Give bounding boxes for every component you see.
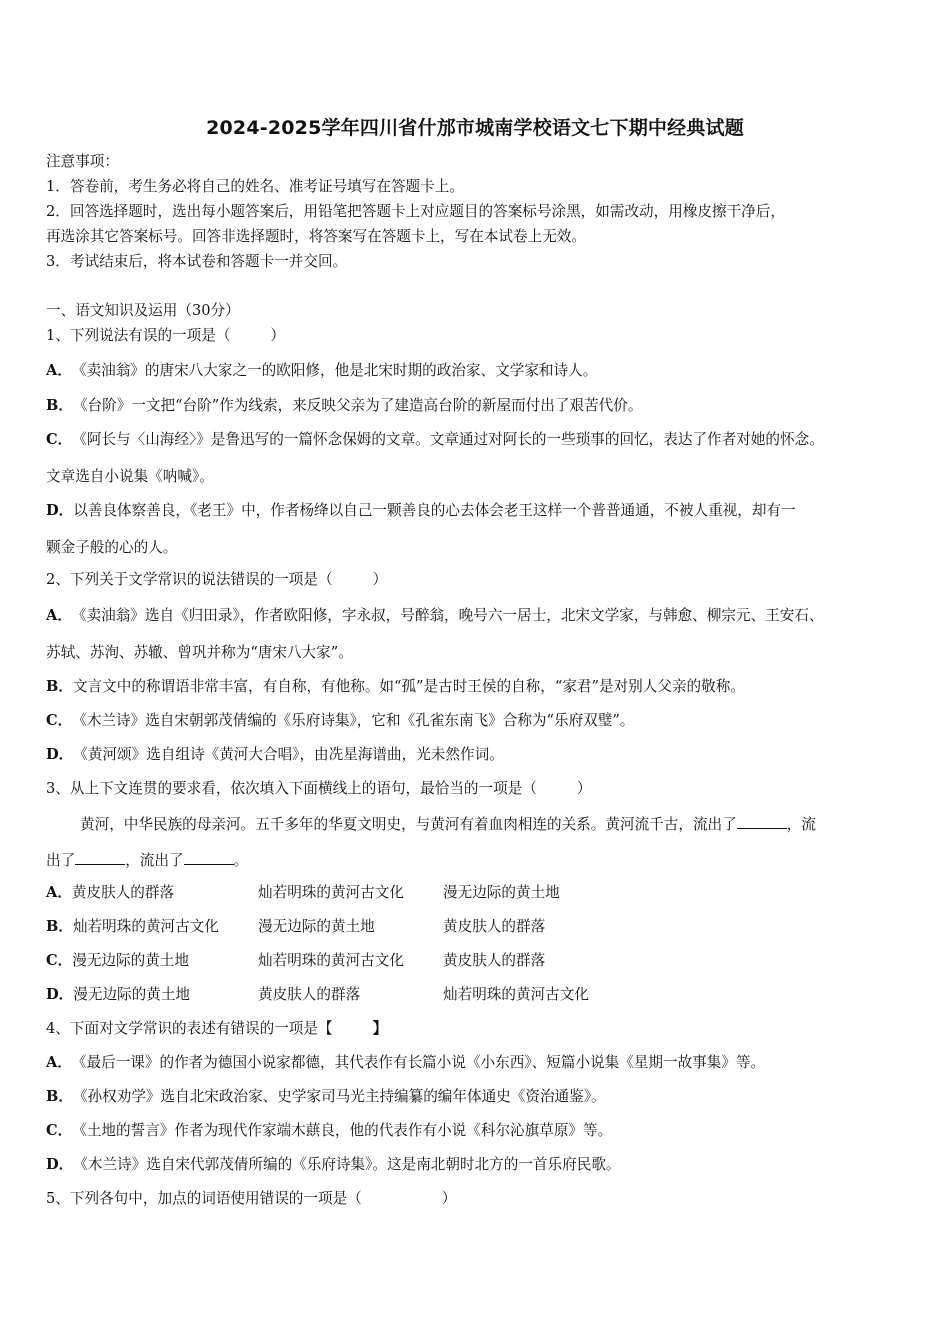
- fill-blank: [75, 850, 125, 865]
- q3-option-a-col3: 漫无边际的黄土地: [443, 884, 560, 901]
- q1-option-c-cont: 文章选自小说集《呐喊》。: [46, 468, 214, 485]
- q3-option-c-col3: 黄皮肤人的群落: [443, 952, 546, 969]
- q3-option-d: D．漫无边际的黄土地: [46, 986, 191, 1003]
- page-title: 2024-2025学年四川省什邡市城南学校语文七下期中经典试题: [206, 117, 744, 139]
- notice-item: 1．答卷前，考生务必将自己的姓名、准考证号填写在答题卡上。: [46, 178, 464, 195]
- q1-option-c: C．《阿长与〈山海经〉》是鲁迅写的一篇怀念保姆的文章。文章通过对阿长的一些琐事的回忆，表达了作者对她的怀念。: [46, 431, 824, 448]
- q3-option-b-col2: 漫无边际的黄土地: [258, 918, 375, 935]
- q3-option-b: B．灿若明珠的黄河古文化: [46, 918, 219, 935]
- q3-option-a-col2: 灿若明珠的黄河古文化: [258, 884, 404, 901]
- question-4-stem: 4、下面对文学常识的表述有错误的一项是【 】: [46, 1020, 388, 1037]
- q3-option-b-col3: 黄皮肤人的群落: [443, 918, 546, 935]
- q4-option-d: D．《木兰诗》选自宋代郭茂倩所编的《乐府诗集》。这是南北朝时北方的一首乐府民歌。: [46, 1156, 621, 1173]
- q3-option-c-col2: 灿若明珠的黄河古文化: [258, 952, 404, 969]
- question-5-stem: 5、下列各句中，加点的词语使用错误的一项是（ ）: [46, 1190, 457, 1207]
- q1-option-d-cont: 颗金子般的心的人。: [46, 539, 178, 556]
- notice-item: 2．回答选择题时，选出每小题答案后，用铅笔把答题卡上对应题目的答案标号涂黑，如需改动，用橡皮擦干净后，: [46, 203, 785, 220]
- fill-blank: [737, 814, 787, 829]
- question-3-stem: 3、从上下文连贯的要求看，依次填入下面横线上的语句，最恰当的一项是（ ）: [46, 780, 592, 797]
- question-2-stem: 2、下列关于文学常识的说法错误的一项是（ ）: [46, 571, 388, 588]
- q2-option-d: D．《黄河颂》选自组诗《黄河大合唱》，由冼星海谱曲，光未然作词。: [46, 746, 504, 763]
- notice-item: 再选涂其它答案标号。回答非选择题时，将答案写在答题卡上，写在本试卷上无效。: [46, 228, 586, 245]
- q3-passage: 黄河，中华民族的母亲河。五千多年的华夏文明史，与黄河有着血肉相连的关系。黄河流千古，流出了 ，流: [80, 816, 816, 833]
- q3-option-a: A．黄皮肤人的群落: [46, 884, 175, 901]
- q2-option-a: A．《卖油翁》选自《归田录》，作者欧阳修，字永叔，号醉翁，晚号六一居士，北宋文学家，与韩愈、柳宗元、王安石、: [46, 607, 824, 624]
- section-heading: 一、语文知识及运用（30分）: [46, 302, 240, 319]
- notice-heading: 注意事项：: [46, 153, 119, 170]
- q2-option-b: B．文言文中的称谓语非常丰富，有自称，有他称。如“孤”是古时王侯的自称，“家君”是对别人父亲的敬称。: [46, 678, 745, 695]
- q4-option-b: B．《孙权劝学》选自北宋政治家、史学家司马光主持编纂的编年体通史《资治通鉴》。: [46, 1088, 606, 1105]
- q3-option-d-col3: 灿若明珠的黄河古文化: [443, 986, 589, 1003]
- q4-option-c: C．《土地的誓言》作者为现代作家端木蕻良，他的代表作有小说《科尔沁旗草原》等。: [46, 1122, 613, 1139]
- q3-option-c: C．漫无边际的黄土地: [46, 952, 189, 969]
- q3-option-d-col2: 黄皮肤人的群落: [258, 986, 361, 1003]
- fill-blank: [184, 850, 234, 865]
- notice-item: 3．考试结束后，将本试卷和答题卡一并交回。: [46, 253, 348, 270]
- question-1-stem: 1、下列说法有误的一项是（ ）: [46, 327, 286, 344]
- q3-passage-cont: 出了 ，流出了 。: [46, 852, 249, 869]
- q2-option-c: C．《木兰诗》选自宋朝郭茂倩编的《乐府诗集》，它和《孔雀东南飞》合称为“乐府双璧”。: [46, 712, 635, 729]
- q1-option-b: B．《台阶》一文把“台阶”作为线索，来反映父亲为了建造高台阶的新屋而付出了艰苦代价。: [46, 397, 643, 414]
- q2-option-a-cont: 苏轼、苏洵、苏辙、曾巩并称为“唐宋八大家”。: [46, 644, 353, 661]
- q4-option-a: A．《最后一课》的作者为德国小说家都德，其代表作有长篇小说《小东西》、短篇小说集《星期一故事集》等。: [46, 1054, 766, 1071]
- q1-option-d: D．以善良体察善良，《老王》中，作者杨绛以自己一颗善良的心去体会老王这样一个普普通通，不被人重视，却有一: [46, 502, 796, 519]
- q1-option-a: A．《卖油翁》的唐宋八大家之一的欧阳修，他是北宋时期的政治家、文学家和诗人。: [46, 362, 598, 379]
